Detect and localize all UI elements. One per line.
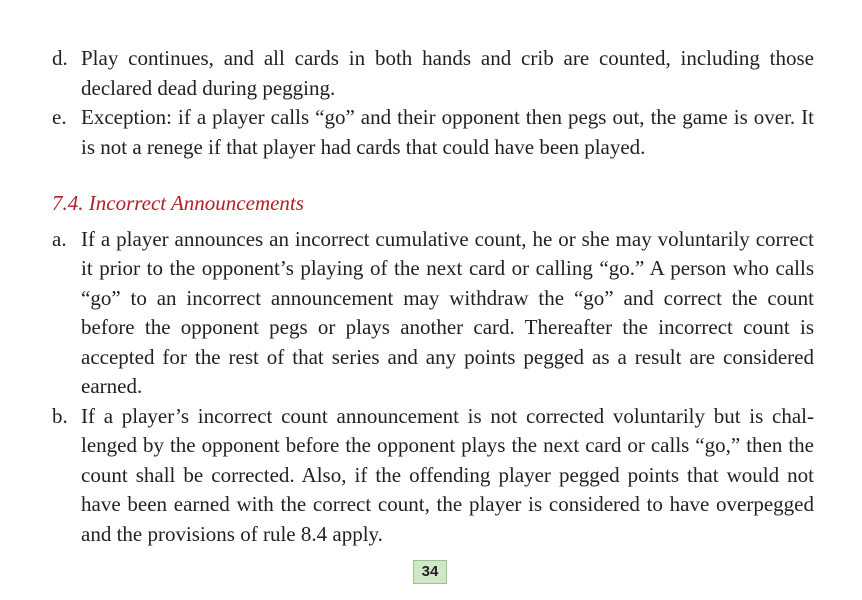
list-item-e bbox=[52, 103, 814, 162]
list-item-text: If a player announces an incorrect cumulative count, he or she may voluntarily correct it prior to the opponent’s playing of the next card or calling “go.” A person who calls “go” to an incorrect announcement may withdraw the “go” and correct the count before the opponent pegs or plays another card. Thereafter the incorrect count is accepted for the rest of that series and any points pegged as a result are considered earned. bbox=[81, 226, 814, 398]
section-heading: 7.4. Incorrect Announcements bbox=[52, 191, 304, 215]
list-item-d bbox=[52, 44, 814, 103]
list-item-text: Play continues, and all cards in both hands and crib are counted, including those declared dead during pegging. bbox=[81, 46, 814, 100]
list-marker: e. bbox=[52, 105, 67, 129]
document-page bbox=[52, 44, 814, 549]
list-marker: d. bbox=[52, 46, 68, 70]
list-item-text: Exception: if a player calls “go” and their opponent then pegs out, the game is over. It is not a renege if that player had cards that could have been played. bbox=[81, 105, 814, 159]
list-marker: b. bbox=[52, 403, 68, 428]
list-item-a bbox=[52, 225, 814, 402]
list-marker: a. bbox=[52, 226, 67, 251]
page-number: 34 bbox=[413, 560, 447, 584]
list-item-b bbox=[52, 402, 814, 550]
list-item-text: If a player’s incorrect count announcement is not corrected voluntarily but is challenged by the opponent before the opponent plays the next card or calls “go,” then the count shall be corrected. Also, if the offending player pegged points that would not have been earned with the correct count, the player is considered to have overpegged and the provisions of rule 8.4 apply. bbox=[81, 403, 814, 546]
